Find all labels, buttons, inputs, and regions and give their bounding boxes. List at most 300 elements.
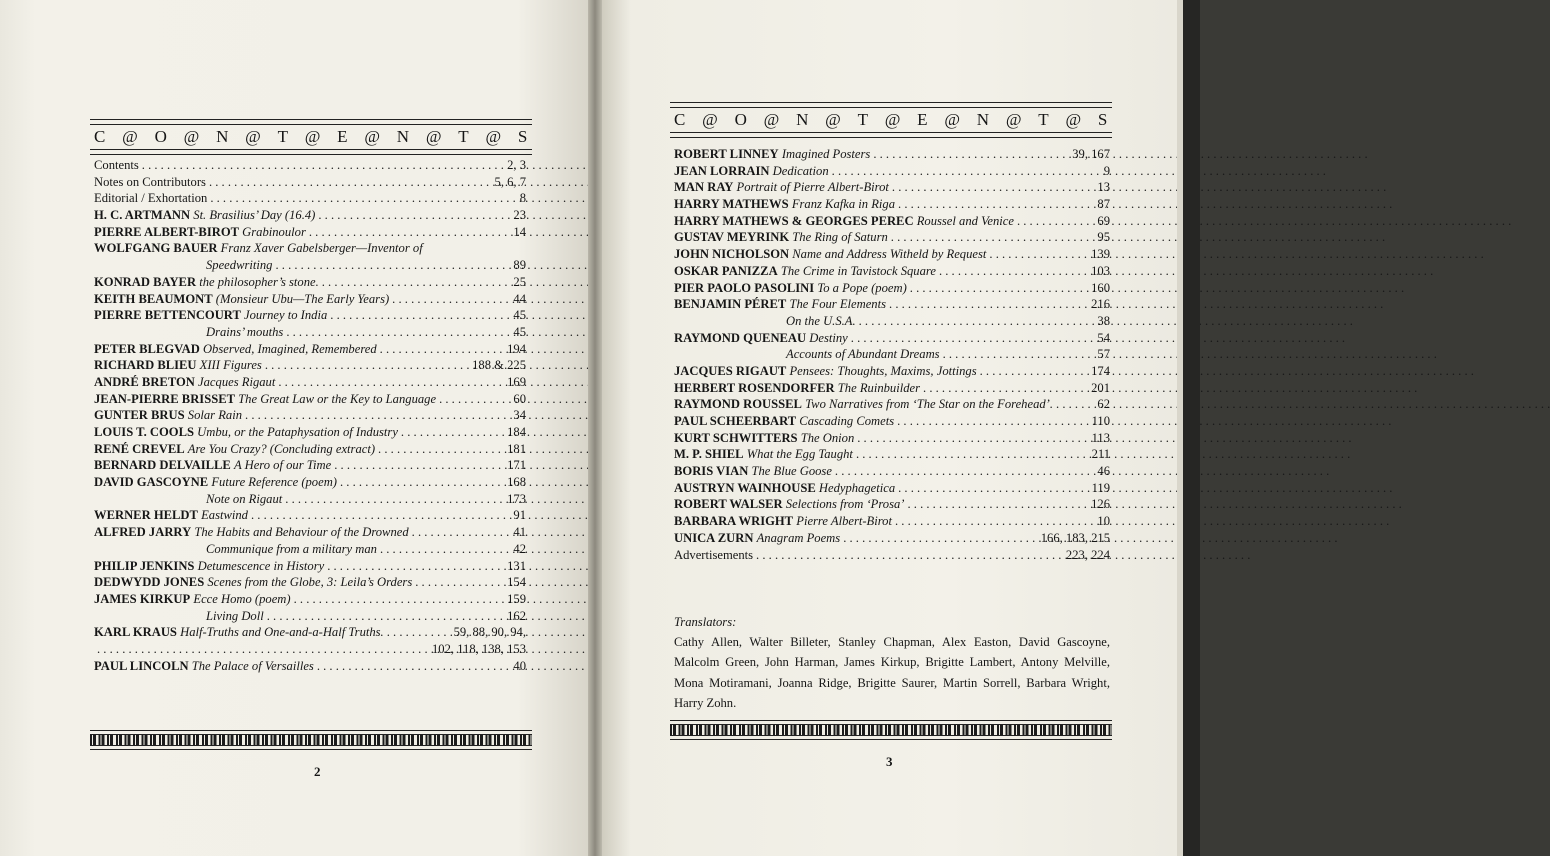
toc-entry bbox=[674, 413, 1110, 430]
book-gutter bbox=[588, 0, 602, 856]
page-ref: 41 bbox=[513, 525, 526, 540]
left-page bbox=[0, 0, 588, 856]
work-title: Scenes from the Globe, 3: Leila’s Orders bbox=[207, 575, 413, 590]
page-ref: 57 bbox=[1097, 347, 1110, 362]
page-ref: 95 bbox=[1097, 230, 1110, 245]
dot-leader bbox=[910, 280, 1088, 297]
dot-leader bbox=[1017, 213, 1094, 230]
toc-entry bbox=[674, 313, 1110, 330]
entry-text bbox=[94, 291, 389, 308]
page-ref: 89 bbox=[513, 258, 526, 273]
dot-leader bbox=[832, 163, 1101, 180]
toc-entry bbox=[94, 407, 526, 424]
entry-text bbox=[206, 541, 377, 558]
author-name: ROBERT LINNEY bbox=[674, 147, 779, 161]
entry-text bbox=[674, 530, 840, 547]
dot-leader bbox=[330, 307, 510, 324]
dot-leader bbox=[392, 291, 510, 308]
entry-text bbox=[674, 213, 1014, 230]
page-ref: 8 bbox=[519, 191, 526, 206]
dot-leader bbox=[278, 374, 504, 391]
page-ref: 38 bbox=[1097, 313, 1110, 328]
entry-text bbox=[674, 163, 829, 180]
toc-entry bbox=[674, 530, 1110, 547]
entry-text bbox=[674, 513, 892, 530]
author-name: OSKAR PANIZZA bbox=[674, 263, 778, 278]
page-ref: 154 bbox=[507, 575, 526, 590]
dot-leader bbox=[265, 357, 469, 374]
toc-entry bbox=[94, 157, 526, 174]
entry-text bbox=[206, 324, 283, 341]
toc-entry bbox=[674, 446, 1110, 463]
work-title: The Onion bbox=[800, 430, 855, 445]
dot-leader bbox=[923, 380, 1088, 397]
toc-entry bbox=[674, 380, 1110, 397]
author-name: BERNARD DELVAILLE bbox=[94, 458, 231, 473]
page-ref: 45 bbox=[513, 324, 526, 339]
toc-entry bbox=[674, 396, 1110, 413]
header-letter: @ bbox=[485, 127, 502, 146]
work-title: What the Egg Taught bbox=[746, 447, 853, 462]
page-ref: 5, 6, 7 bbox=[494, 174, 526, 189]
toc-entry bbox=[674, 146, 1110, 163]
page-ref: 87 bbox=[1097, 197, 1110, 212]
section-title: Contents bbox=[94, 158, 139, 172]
right-page bbox=[602, 0, 1177, 856]
author-name: LOUIS T. COOLS bbox=[94, 425, 194, 439]
header-letter: @ bbox=[245, 127, 262, 146]
work-title: Portrait of Pierre Albert-Birot bbox=[736, 180, 889, 195]
dot-leader bbox=[439, 391, 510, 408]
work-title: Are You Crazy? (Concluding extract) bbox=[187, 441, 376, 456]
dot-leader bbox=[835, 463, 1094, 480]
dot-leader bbox=[892, 179, 1094, 196]
dot-leader bbox=[851, 330, 1095, 347]
dot-leader bbox=[907, 496, 1088, 513]
header-letter: @ bbox=[825, 110, 842, 129]
dot-leader bbox=[380, 341, 504, 358]
author-name: GUNTER BRUS bbox=[94, 408, 185, 423]
author-name: H. C. ARTMANN bbox=[94, 208, 191, 223]
author-name: PAUL SCHEERBART bbox=[674, 414, 797, 428]
toc-entry bbox=[94, 658, 526, 675]
entry-text bbox=[674, 146, 870, 163]
work-title: Selections from ‘Prosa’ bbox=[785, 497, 905, 512]
toc-entry bbox=[94, 641, 526, 658]
header-letter: @ bbox=[763, 110, 780, 129]
dot-leader bbox=[317, 658, 511, 675]
toc-entry bbox=[674, 196, 1110, 213]
page-ref: 54 bbox=[1097, 330, 1110, 345]
header-letter: @ bbox=[183, 127, 200, 146]
toc-entry bbox=[674, 480, 1110, 497]
page-ref: 91 bbox=[513, 508, 526, 523]
toc-entry bbox=[674, 363, 1110, 380]
author-name: BORIS VIAN bbox=[674, 464, 749, 479]
entry-text bbox=[674, 363, 977, 380]
work-title: Note on Rigaut bbox=[206, 491, 283, 506]
book-edge bbox=[1177, 0, 1200, 856]
page-ref: 42 bbox=[513, 541, 526, 556]
page-ref: 131 bbox=[507, 558, 526, 573]
dot-leader bbox=[756, 547, 1063, 564]
contents-header-title bbox=[90, 126, 532, 148]
work-title: Living Doll bbox=[206, 608, 264, 623]
toc-entry bbox=[94, 341, 526, 358]
toc-entry bbox=[94, 374, 526, 391]
header-letter: @ bbox=[1065, 110, 1082, 129]
header-letter: S bbox=[1097, 110, 1108, 129]
entry-text bbox=[94, 240, 423, 257]
header-letter: @ bbox=[364, 127, 381, 146]
author-name: BARBARA WRIGHT bbox=[674, 514, 794, 529]
author-name: HARRY MATHEWS & GEORGES PEREC bbox=[674, 213, 914, 228]
author-name: WERNER HELDT bbox=[94, 508, 198, 523]
entry-text bbox=[674, 296, 886, 313]
entry-text bbox=[674, 396, 1053, 413]
work-title: Drains’ mouths bbox=[206, 324, 284, 339]
toc-entry bbox=[94, 574, 526, 591]
work-title: Destiny bbox=[809, 330, 848, 345]
page-ref: 34 bbox=[513, 408, 526, 423]
entry-text bbox=[674, 263, 936, 280]
work-title: Grabinoulor bbox=[242, 224, 306, 239]
author-name: BENJAMIN PÉRET bbox=[674, 297, 787, 312]
work-title: The Ring of Saturn bbox=[792, 230, 888, 245]
dot-leader bbox=[322, 274, 511, 291]
toc-entry bbox=[94, 491, 526, 508]
toc-entry bbox=[94, 174, 526, 191]
entry-text bbox=[674, 330, 848, 347]
entry-text bbox=[674, 196, 895, 213]
author-name: KONRAD BAYER bbox=[94, 274, 197, 289]
page-ref: 113 bbox=[1091, 430, 1110, 445]
page-ref: 171 bbox=[507, 458, 526, 473]
toc-entry bbox=[674, 463, 1110, 480]
toc-entry bbox=[674, 296, 1110, 313]
dot-leader bbox=[318, 207, 510, 224]
dot-leader bbox=[943, 346, 1095, 363]
page-ref: 166, 183, 215 bbox=[1040, 530, 1110, 545]
work-title: Jacques Rigaut bbox=[198, 374, 276, 389]
author-name: DEDWYDD JONES bbox=[94, 575, 205, 590]
entry-text bbox=[206, 491, 282, 508]
author-name: JOHN NICHOLSON bbox=[674, 247, 790, 262]
author-name: JAMES KIRKUP bbox=[94, 591, 191, 606]
toc-entry bbox=[94, 591, 526, 608]
dot-leader bbox=[401, 424, 504, 441]
work-title: Observed, Imagined, Remembered bbox=[202, 341, 377, 356]
author-name: PHILIP JENKINS bbox=[94, 558, 195, 573]
work-title: St. Brasilius’ Day (16.4) bbox=[193, 208, 316, 223]
entry-text bbox=[94, 307, 327, 324]
work-title: Franz Kafka in Riga bbox=[791, 197, 896, 212]
page-ref: 60 bbox=[513, 391, 526, 406]
contents-list bbox=[94, 157, 526, 674]
page-ref: 40 bbox=[513, 658, 526, 673]
dot-leader bbox=[898, 480, 1088, 497]
ornament-band bbox=[670, 724, 1112, 736]
dot-leader bbox=[1056, 396, 1094, 413]
dot-leader bbox=[843, 530, 1038, 547]
author-name: PIERRE BETTENCOURT bbox=[94, 308, 241, 323]
page-ref: 69 bbox=[1097, 213, 1110, 228]
header-letter: E bbox=[917, 110, 929, 129]
page-ref: 169 bbox=[507, 374, 526, 389]
toc-entry bbox=[674, 430, 1110, 447]
dot-leader bbox=[859, 313, 1095, 330]
page-ref: 9 bbox=[1103, 163, 1110, 178]
toc-entry bbox=[674, 213, 1110, 230]
entry-text bbox=[94, 591, 291, 608]
author-name: JACQUES RIGAUT bbox=[674, 363, 787, 378]
toc-entry bbox=[94, 357, 526, 374]
header-letter: @ bbox=[122, 127, 139, 146]
header-letter: N bbox=[976, 110, 990, 129]
dot-leader bbox=[889, 296, 1088, 313]
entry-text bbox=[94, 558, 324, 575]
work-title: Franz Xaver Gabelsberger—Inventor of bbox=[220, 241, 423, 256]
toc-entry bbox=[94, 624, 526, 641]
entry-text bbox=[94, 207, 315, 224]
page-ref: 159 bbox=[507, 591, 526, 606]
author-name: HARRY MATHEWS bbox=[674, 197, 789, 212]
work-title: Half-Truths and One-and-a-Half Truths. bbox=[180, 625, 384, 640]
entry-text bbox=[674, 246, 986, 263]
author-name: RAYMOND QUENEAU bbox=[674, 330, 807, 345]
dot-leader bbox=[142, 157, 504, 174]
toc-entry bbox=[674, 179, 1110, 196]
dot-leader bbox=[210, 190, 516, 207]
author-name: RICHARD BLIEU bbox=[94, 358, 197, 373]
page-number: 2 bbox=[314, 764, 321, 779]
dot-leader bbox=[285, 491, 504, 508]
toc-entry bbox=[94, 457, 526, 474]
page-ref: 62 bbox=[1097, 397, 1110, 412]
translators-list: Cathy Allen, Walter Billeter, Stanley Chapman, Alex Easton, David Gascoyne, Malcolm Green, John Harman, James Kirkup, Brigitte Lambert, Antony Melville, Mona Motiramani, Joanna Ridge, Brigitte Saurer, Martin Sorrell, Barbara Wright, Harry Zohn. bbox=[674, 635, 1110, 710]
work-title: The Palace of Versailles bbox=[191, 658, 314, 673]
entry-text bbox=[94, 157, 139, 174]
dot-leader bbox=[294, 591, 505, 608]
toc-entry bbox=[674, 496, 1110, 513]
page-ref: 59, 88, 90, 94, bbox=[453, 625, 526, 640]
entry-text bbox=[674, 496, 904, 513]
page-ref: 174 bbox=[1091, 363, 1110, 378]
work-title: The Habits and Behaviour of the Drowned bbox=[194, 525, 409, 540]
work-title: Pensees: Thoughts, Maxims, Jottings bbox=[789, 363, 977, 378]
dot-leader bbox=[939, 263, 1088, 280]
translators-label: Translators: bbox=[674, 615, 737, 629]
dot-leader bbox=[378, 441, 504, 458]
page-number: 3 bbox=[886, 754, 893, 769]
author-name: M. P. SHIEL bbox=[674, 447, 744, 462]
toc-entry bbox=[674, 346, 1110, 363]
entry-text bbox=[94, 391, 436, 408]
page-ref: 103 bbox=[1091, 263, 1110, 278]
header-letter: T bbox=[277, 127, 289, 146]
header-letter: T bbox=[857, 110, 869, 129]
author-name: KEITH BEAUMONT bbox=[94, 291, 213, 306]
author-name: GUSTAV MEYRINK bbox=[674, 230, 790, 245]
work-title: Cascading Comets bbox=[799, 414, 895, 428]
author-name: HERBERT ROSENDORFER bbox=[674, 380, 835, 395]
work-title: To a Pope (poem) bbox=[817, 280, 907, 295]
page-ref: 194 bbox=[507, 341, 526, 356]
page-ref: 14 bbox=[513, 224, 526, 239]
entry-text bbox=[94, 474, 337, 491]
work-title: Future Reference (poem) bbox=[211, 475, 337, 490]
toc-entry bbox=[94, 391, 526, 408]
toc-entry bbox=[94, 558, 526, 575]
author-name: JEAN-PIERRE BRISSET bbox=[94, 391, 236, 406]
entry-text bbox=[94, 407, 242, 424]
toc-entry bbox=[94, 507, 526, 524]
page-ref: 160 bbox=[1091, 280, 1110, 295]
entry-text bbox=[94, 507, 248, 524]
work-title: Accounts of Abundant Dreams bbox=[786, 347, 940, 362]
toc-entry bbox=[674, 163, 1110, 180]
work-title: Name and Address Witheld by Request bbox=[792, 247, 987, 262]
work-title: The Blue Goose bbox=[751, 464, 832, 479]
page-ref: 45 bbox=[513, 308, 526, 323]
header-letter: N bbox=[796, 110, 809, 129]
author-name: AUSTRYN WAINHOUSE bbox=[674, 480, 816, 495]
entry-text bbox=[206, 257, 272, 274]
entry-text bbox=[94, 357, 262, 374]
entry-text bbox=[94, 224, 306, 241]
toc-entry bbox=[94, 474, 526, 491]
dot-leader bbox=[856, 446, 1089, 463]
work-title: Detumescence in History bbox=[197, 558, 325, 573]
toc-entry bbox=[94, 207, 526, 224]
author-name: KARL KRAUS bbox=[94, 625, 177, 640]
dot-leader bbox=[275, 257, 510, 274]
dot-leader bbox=[97, 641, 429, 658]
dot-leader bbox=[387, 624, 451, 641]
dot-leader bbox=[380, 541, 510, 558]
contents-header-band bbox=[90, 124, 532, 150]
work-title: Hedyphagetica bbox=[818, 480, 896, 495]
header-letter: N bbox=[396, 127, 410, 146]
dot-leader bbox=[895, 513, 1094, 530]
header-letter: O bbox=[154, 127, 168, 146]
work-title: The Crime in Tavistock Square bbox=[780, 263, 936, 278]
toc-entry bbox=[94, 240, 526, 257]
dot-leader bbox=[857, 430, 1088, 447]
work-title: (Monsieur Ubu—The Early Years) bbox=[215, 291, 390, 306]
dot-leader bbox=[412, 524, 511, 541]
toc-entry bbox=[94, 324, 526, 341]
header-letter: @ bbox=[702, 110, 719, 129]
toc-entry bbox=[674, 513, 1110, 530]
page-ref: 201 bbox=[1091, 380, 1110, 395]
header-letter: T bbox=[458, 127, 470, 146]
work-title: Journey to India bbox=[244, 308, 328, 323]
toc-entry bbox=[94, 608, 526, 625]
header-letter: N bbox=[216, 127, 229, 146]
page-ref: 211 bbox=[1091, 447, 1110, 462]
page-ref: 46 bbox=[1097, 464, 1110, 479]
toc-entry bbox=[94, 274, 526, 291]
header-letter: @ bbox=[425, 127, 442, 146]
page-ref: 223, 224 bbox=[1065, 547, 1110, 562]
header-letter: C bbox=[674, 110, 686, 129]
dot-leader bbox=[415, 574, 504, 591]
toc-entry bbox=[94, 441, 526, 458]
work-title: On the U.S.A. bbox=[786, 313, 856, 328]
work-title: A Hero of our Time bbox=[233, 458, 332, 473]
dot-leader bbox=[334, 457, 504, 474]
toc-entry bbox=[94, 190, 526, 207]
page-ref: 119 bbox=[1091, 480, 1110, 495]
contents-header-band bbox=[670, 107, 1112, 133]
dot-leader bbox=[340, 474, 504, 491]
page-ref: 126 bbox=[1091, 497, 1110, 512]
entry-text bbox=[674, 280, 907, 297]
header-letter: @ bbox=[304, 127, 321, 146]
entry-text bbox=[94, 524, 409, 541]
toc-entry bbox=[674, 246, 1110, 263]
page-ref: 139 bbox=[1091, 247, 1110, 262]
work-title: The Great Law or the Key to Language bbox=[238, 391, 437, 406]
page-ref: 110 bbox=[1091, 414, 1110, 428]
author-name: ANDRÉ BRETON bbox=[94, 374, 195, 389]
toc-entry bbox=[94, 524, 526, 541]
contents-list bbox=[674, 146, 1110, 563]
author-name: ROBERT WALSER bbox=[674, 497, 783, 512]
work-title: The Four Elements bbox=[789, 297, 887, 312]
page-ref: 184 bbox=[507, 425, 526, 439]
author-name: KURT SCHWITTERS bbox=[674, 430, 798, 445]
dot-leader bbox=[897, 413, 1088, 430]
entry-text bbox=[674, 229, 888, 246]
dot-leader bbox=[891, 229, 1095, 246]
page-ref: 10 bbox=[1097, 514, 1110, 529]
author-name: PIERRE ALBERT-BIROT bbox=[94, 224, 240, 239]
work-title: the philosopher’s stone. bbox=[199, 274, 319, 289]
section-title: Editorial / Exhortation bbox=[94, 191, 208, 206]
toc-entry bbox=[94, 257, 526, 274]
dot-leader bbox=[980, 363, 1089, 380]
page-ref: 168 bbox=[507, 475, 526, 490]
work-title: XIII Figures bbox=[199, 358, 262, 373]
page-ref: 25 bbox=[513, 274, 526, 289]
toc-entry bbox=[94, 424, 526, 441]
dot-leader bbox=[267, 608, 504, 625]
entry-text bbox=[674, 413, 894, 430]
page-ref: 23 bbox=[513, 208, 526, 223]
work-title: Pierre Albert-Birot bbox=[796, 514, 892, 529]
dot-leader bbox=[873, 146, 1069, 163]
work-title: Ecce Homo (poem) bbox=[193, 591, 291, 606]
entry-text bbox=[674, 463, 832, 480]
author-name: UNICA ZURN bbox=[674, 530, 754, 545]
page-ref: 13 bbox=[1097, 180, 1110, 195]
dot-leader bbox=[309, 224, 511, 241]
header-letter: T bbox=[1038, 110, 1050, 129]
work-title: Solar Rain bbox=[187, 408, 243, 423]
page-ref: 102, 118, 138, 153 bbox=[432, 641, 526, 656]
entry-text bbox=[674, 446, 853, 463]
work-title: Speedwriting bbox=[206, 258, 273, 273]
ornament-band bbox=[90, 734, 532, 746]
entry-text bbox=[206, 608, 264, 625]
translators-section bbox=[674, 612, 1110, 713]
section-title: Advertisements bbox=[674, 547, 754, 562]
author-name: JEAN LORRAIN bbox=[674, 163, 770, 178]
page-ref: 173 bbox=[507, 491, 526, 506]
entry-text bbox=[94, 274, 319, 291]
